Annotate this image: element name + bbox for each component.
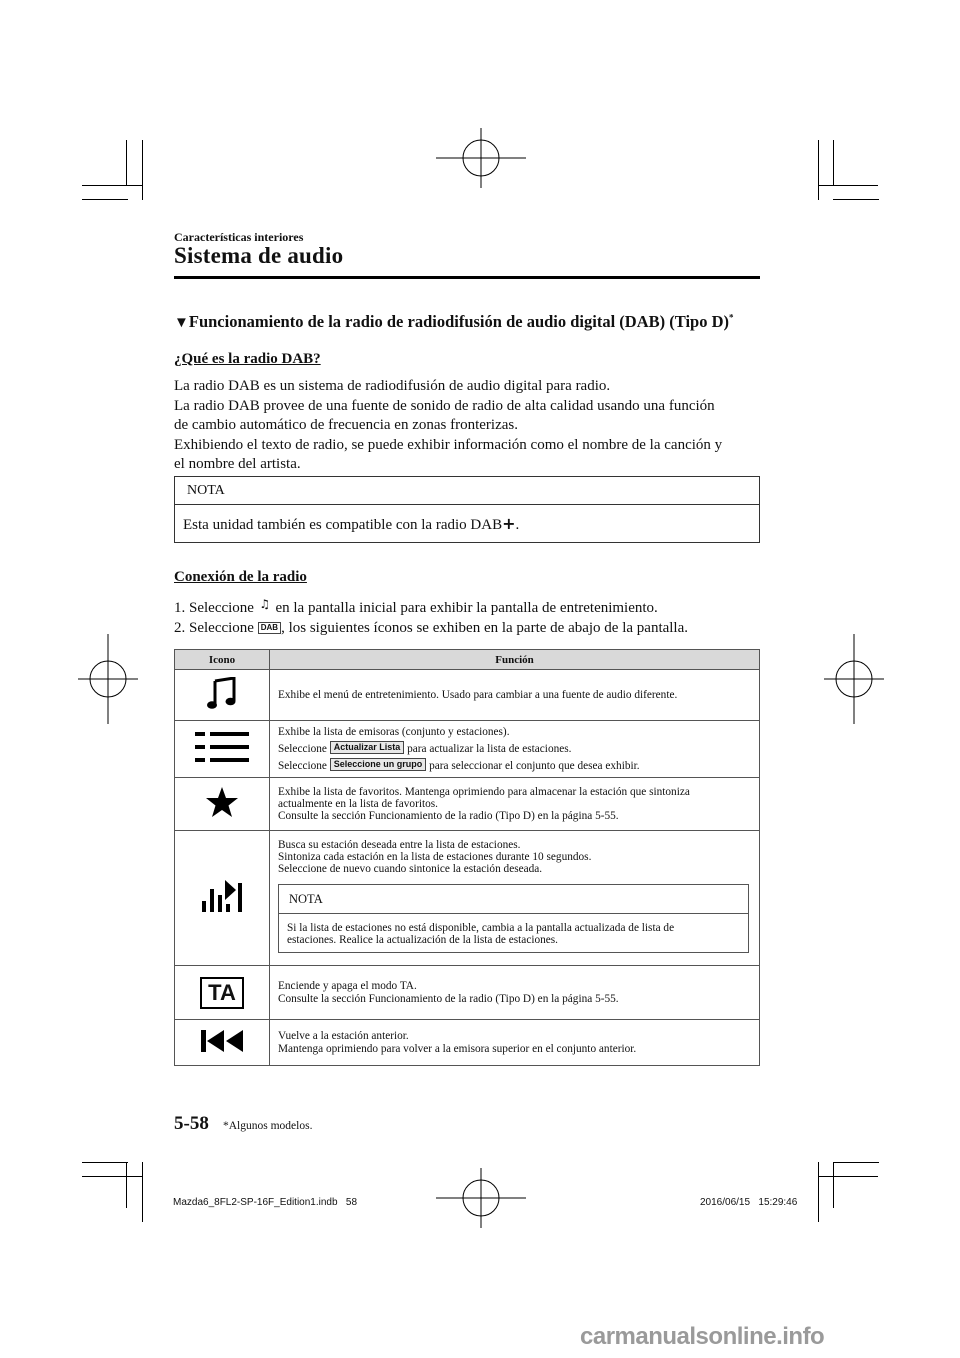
function-line: Consulte la sección Funcionamiento de la radio (Tipo D) en la página 5-55. <box>278 992 619 1005</box>
icon-function-table <box>174 649 760 1066</box>
note-box <box>174 476 760 543</box>
table-row <box>175 721 760 778</box>
watermark: carmanualsonline.info <box>580 1323 825 1350</box>
step-post: en la pantalla inicial para exhibir la pantalla de entretenimiento. <box>275 600 658 616</box>
function-line <box>278 758 751 772</box>
select-group-button: Seleccione un grupo <box>330 758 427 771</box>
paragraph-line: el nombre del artista. <box>174 456 301 473</box>
chapter-label: Características interiores <box>174 230 304 244</box>
steps-list <box>174 595 764 638</box>
note-end: . <box>515 517 520 533</box>
icon-cell <box>175 670 270 721</box>
step-number: 1. <box>174 600 186 616</box>
star-icon <box>205 786 239 818</box>
crop-mark <box>126 140 127 186</box>
registration-mark-icon <box>824 634 884 724</box>
icon-cell <box>175 831 270 966</box>
footnote: *Algunos modelos. <box>223 1120 313 1132</box>
paragraph-line: La radio DAB provee de una fuente de sonido de radio de alta calidad usando una función <box>174 397 715 414</box>
section-heading-text: Funcionamiento de la radio de radiodifusión de audio digital (DAB) (Tipo D) <box>188 312 730 331</box>
crop-mark <box>818 185 878 186</box>
registration-mark-icon <box>436 128 526 188</box>
function-text: Seleccione <box>278 742 327 755</box>
function-line: Vuelve a la estación anterior. <box>278 1030 409 1043</box>
crop-mark <box>142 140 143 200</box>
crop-mark <box>82 199 128 200</box>
music-note-icon: ♫ <box>259 597 271 611</box>
update-list-button: Actualizar Lista <box>330 741 405 754</box>
crop-mark <box>818 1162 819 1222</box>
section-heading <box>174 312 734 332</box>
function-line <box>278 741 751 755</box>
function-line: Enciende y apaga el modo TA. <box>278 980 417 993</box>
function-line: Exhibe la lista de favoritos. Mantenga oprimiendo para almacenar la estación que sintoniza <box>278 785 690 798</box>
page-number: 5-58 <box>174 1113 209 1134</box>
function-cell <box>270 966 760 1020</box>
intro-paragraph <box>174 377 764 475</box>
function-cell <box>270 721 760 778</box>
music-note-icon <box>207 677 237 709</box>
note-line: estaciones. Realice la actualización de la lista de estaciones. <box>287 933 558 946</box>
note-body <box>175 505 759 542</box>
print-timestamp: 2016/06/15 15:29:46 <box>700 1197 798 1208</box>
function-line: actualmente en la lista de favoritos. <box>278 797 438 810</box>
table-row <box>175 831 760 966</box>
subheading-what-is-dab: ¿Qué es la radio DAB? <box>174 351 321 367</box>
ta-icon: TA <box>200 977 244 1009</box>
step-item <box>174 595 764 619</box>
subheading-connection: Conexión de la radio <box>174 569 307 585</box>
step-item <box>174 619 764 639</box>
plus-icon: + <box>502 514 516 533</box>
note-title: NOTA <box>175 477 759 505</box>
list-icon <box>194 730 250 764</box>
paragraph-line: Exhibiendo el texto de radio, se puede exhibir información como el nombre de la canción y <box>174 436 723 453</box>
footnote-mark: * <box>729 312 734 323</box>
crop-mark <box>833 1162 879 1163</box>
icon-cell <box>175 966 270 1020</box>
crop-mark <box>833 1162 834 1208</box>
inner-note-title: NOTA <box>279 885 748 914</box>
icon-cell <box>175 721 270 778</box>
column-header-icon: Icono <box>175 650 270 670</box>
function-cell: Exhibe el menú de entretenimiento. Usado para cambiar a una fuente de audio diferente. <box>270 670 760 721</box>
function-line: Seleccione de nuevo cuando sintonice la estación deseada. <box>278 863 543 876</box>
function-line: Mantenga oprimiendo para volver a la emisora superior en el conjunto anterior. <box>278 1042 637 1055</box>
note-text: Esta unidad también es compatible con la radio DAB <box>183 517 503 533</box>
paragraph-line: La radio DAB es un sistema de radiodifusión de audio digital para radio. <box>174 378 611 394</box>
print-file-label: Mazda6_8FL2-SP-16F_Edition1.indb 58 <box>173 1197 358 1208</box>
crop-mark <box>126 1162 127 1208</box>
registration-mark-icon <box>436 1168 526 1228</box>
dab-button: DAB <box>258 622 281 634</box>
table-row <box>175 1020 760 1066</box>
function-line: Sintoniza cada estación en la lista de estaciones durante 10 segundos. <box>278 851 592 864</box>
crop-mark <box>82 1162 128 1163</box>
crop-mark <box>818 1176 878 1177</box>
crop-mark <box>142 1162 143 1222</box>
note-line: Si la lista de estaciones no está disponible, cambia a la pantalla actualizada de lista de <box>287 921 675 934</box>
title-rule <box>174 276 760 279</box>
function-line: Consulte la sección Funcionamiento de la radio (Tipo D) en la página 5-55. <box>278 810 619 823</box>
table-row <box>175 778 760 831</box>
registration-mark-icon <box>78 634 138 724</box>
step-post: , los siguientes íconos se exhiben en la parte de abajo de la pantalla. <box>281 619 689 636</box>
function-text: para actualizar la lista de estaciones. <box>407 742 572 755</box>
function-cell <box>270 1020 760 1066</box>
function-line: Exhibe la lista de emisoras (conjunto y estaciones). <box>278 725 510 738</box>
scan-icon <box>201 879 243 913</box>
previous-track-icon <box>200 1029 244 1053</box>
column-header-function: Función <box>270 650 760 670</box>
inner-note-box <box>278 884 749 954</box>
function-line: Busca su estación deseada entre la lista de estaciones. <box>278 838 521 851</box>
icon-cell <box>175 778 270 831</box>
icon-cell <box>175 1020 270 1066</box>
crop-mark <box>833 140 834 186</box>
table-row <box>175 670 760 721</box>
crop-mark <box>818 140 819 200</box>
step-number: 2. <box>174 619 186 636</box>
table-header-row <box>175 650 760 670</box>
page-title: Sistema de audio <box>174 243 344 268</box>
function-cell <box>270 831 760 966</box>
step-pre: Seleccione <box>189 600 254 616</box>
inner-note-body <box>279 914 748 953</box>
paragraph-line: de cambio automático de frecuencia en zonas fronterizas. <box>174 417 518 434</box>
crop-mark <box>82 185 142 186</box>
table-row <box>175 966 760 1020</box>
crop-mark <box>82 1176 142 1177</box>
triangle-bullet-icon: ▼ <box>174 315 189 331</box>
function-cell <box>270 778 760 831</box>
crop-mark <box>833 199 879 200</box>
function-text: Seleccione <box>278 760 327 773</box>
function-text: para seleccionar el conjunto que desea exhibir. <box>429 760 640 773</box>
step-pre: Seleccione <box>189 619 254 636</box>
